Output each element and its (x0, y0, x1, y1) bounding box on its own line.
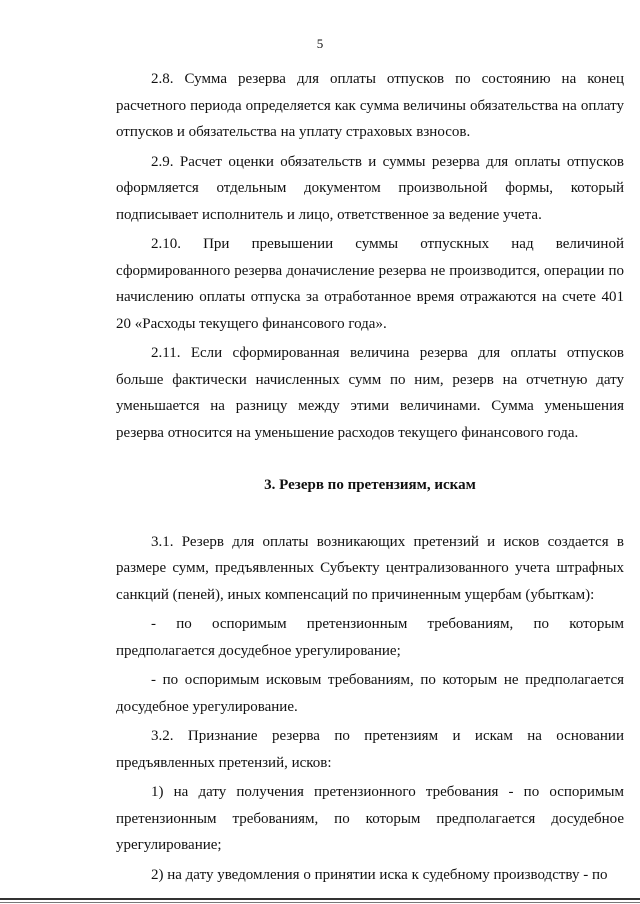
document-body (116, 66, 624, 891)
page-number: 5 (316, 36, 324, 51)
scan-edge-line-secondary (0, 902, 640, 903)
paragraph-2-10: 2.10. При превышении суммы отпускных над величиной сформированного резерва доначисление резерва не производится, операции по начислению оплаты отпуска за отработанное время отражаются на счете 401 20 «Расходы текущего финансового года». (116, 236, 624, 332)
scan-edge-line (0, 898, 640, 900)
list-item-1: 1) на дату получения претензионного требования - по оспоримым претензионным требованиям, по которым предполагается досудебное урегулирование; (116, 784, 624, 853)
section-heading: 3. Резерв по претензиям, искам (264, 477, 476, 493)
paragraph-3-2: 3.2. Признание резерва по претензиям и искам на основании предъявленных претензий, исков: (116, 728, 624, 771)
list-item-2: 2) на дату уведомления о принятии иска к судебному производству - по (151, 866, 608, 883)
list-item-lawsuit: - по оспоримым исковым требованиям, по которым не предполагается досудебное урегулирование. (116, 672, 624, 715)
paragraph-3-1: 3.1. Резерв для оплаты возникающих претензий и исков создается в размере сумм, предъявленных Субъекту централизованного учета штрафных санкций (пеней), иных компенсаций по причиненным ущербам (убыткам): (116, 533, 624, 603)
paragraph-2-8: 2.8. Сумма резерва для оплаты отпусков по состоянию на конец расчетного периода определяется как сумма величины обязательства на оплату отпусков и обязательства на уплату страховых взносов. (116, 71, 624, 140)
paragraph-2-9: 2.9. Расчет оценки обязательств и суммы резерва для оплаты отпусков оформляется отдельным документом произвольной формы, который подписывает исполнитель и лицо, ответственное за ведение учета. (116, 153, 624, 223)
paragraph-2-11: 2.11. Если сформированная величина резерва для оплаты отпусков больше фактически начисленных сумм по ним, резерв на отчетную дату уменьшается на разницу между этими величинами. Сумма уменьшения резерва относится на уменьшение расходов текущего финансового года. (116, 345, 624, 441)
list-item-pretension: - по оспоримым претензионным требованиям, по которым предполагается досудебное урегулирование; (116, 616, 624, 659)
